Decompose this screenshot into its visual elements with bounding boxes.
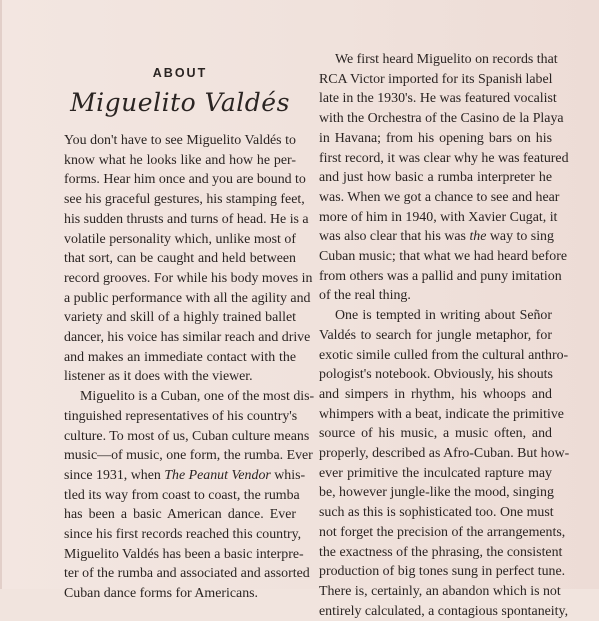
text-line: Cuban music; that what we had heard before (319, 249, 568, 265)
text-line: culture. To most of us, Cuban culture means (64, 428, 310, 444)
text-line: Valdés to search for jungle metaphor, for (319, 327, 552, 343)
text-line: ter of the rumba and associated and assorted (64, 566, 310, 582)
text-line: and simpers in rhythm, his whoops and (319, 386, 552, 402)
text-line: pologist's notebook. Obviously, his shouts (319, 367, 553, 383)
section-label: ABOUT (152, 66, 208, 80)
page-edge (0, 0, 2, 589)
text-line: One is tempted in writing about Señor (335, 308, 552, 324)
text-line: the exactness of the phrasing, the consistent (319, 544, 563, 560)
text-line: was also clear that his was the way to sing (319, 229, 554, 245)
text-line: There is, certainly, an abandon which is not (319, 583, 561, 599)
text-line: ever primitive the inculcated rapture may (319, 465, 552, 481)
page-title: Miguelito Valdés (70, 88, 290, 117)
text-line: that sort, can be caught and held between (64, 251, 296, 267)
text-line: not forget the precision of the arrangements, (319, 524, 566, 540)
text-line: his sudden thrusts and turns of head. He is a (64, 211, 309, 227)
text-line: more of him in 1940, with Xavier Cugat, it (319, 209, 558, 225)
text-line: with the Orchestra of the Casino de la Playa (319, 111, 564, 127)
text-line: music—of music, one form, the rumba. Ever (64, 448, 313, 464)
text-line: variety and skill of a highly trained ballet (64, 310, 296, 326)
text-line: Cuban dance forms for Americans. (64, 586, 259, 602)
text-line: RCA Victor imported for its Spanish label (319, 71, 553, 87)
text-line: whimpers with a beat, indicate the primitive (319, 406, 564, 422)
text-line: source of his music, a music often, and (319, 426, 552, 442)
text-line: and makes an immediate contact with the (64, 349, 296, 365)
text-line: since 1931, when The Peanut Vendor whis- (64, 467, 306, 483)
text-line: since his first records reached this country, (64, 527, 302, 543)
text-line: production of big tones sung in perfect tune. (319, 564, 566, 580)
text-line: from others was a pallid and puny imitation (319, 268, 562, 284)
text-line: has been a basic American dance. Ever (64, 507, 296, 523)
text-line: exotic simile culled from the cultural anthro- (319, 347, 569, 363)
text-line: properly, described as Afro-Cuban. But how- (319, 446, 570, 462)
right-column (319, 50, 570, 621)
text-line: entirely calculated, a contagious spontaneity, (319, 603, 569, 619)
text-line: be, however jungle-like the mood, singing (319, 485, 554, 501)
text-line: tled its way from coast to coast, the rumba (64, 487, 300, 503)
text-line: first record, it was clear why he was featured (319, 150, 569, 166)
text-line: a public performance with all the agility and (64, 290, 311, 306)
text-line: listener as it does with the viewer. (64, 369, 253, 385)
text-line: Miguelito Valdés has been a basic interpre- (64, 546, 304, 562)
text-line: such as this is sophisticated too. One must (319, 505, 554, 521)
text-line: see his graceful gestures, his stamping feet, (64, 192, 305, 208)
text-line: dancer, his voice has similar reach and drive (64, 330, 311, 346)
text-line: volatile personality which, unlike most of (64, 231, 296, 247)
text-line: Miguelito is a Cuban, one of the most dis- (80, 389, 315, 405)
text-line: late in the 1930's. He was featured vocalist (319, 91, 557, 107)
left-column (64, 131, 315, 604)
text-line: record grooves. For while his body moves in (64, 270, 313, 286)
text-line: forms. Hear him once and you are bound to (64, 172, 306, 188)
text-line: and just how basic a rumba interpreter he (319, 170, 552, 186)
text-line: in Havana; from his opening bars on his (319, 130, 552, 146)
text-line: We first heard Miguelito on records that (335, 52, 558, 67)
text-line: You don't have to see Miguelito Valdés to (64, 133, 296, 148)
text-line: of the real thing. (319, 288, 411, 304)
text-line: tinguished representatives of his country's (64, 408, 298, 424)
text-line: was. When we got a chance to see and hear (319, 189, 560, 205)
text-line: know what he looks like and how he per- (64, 152, 296, 168)
